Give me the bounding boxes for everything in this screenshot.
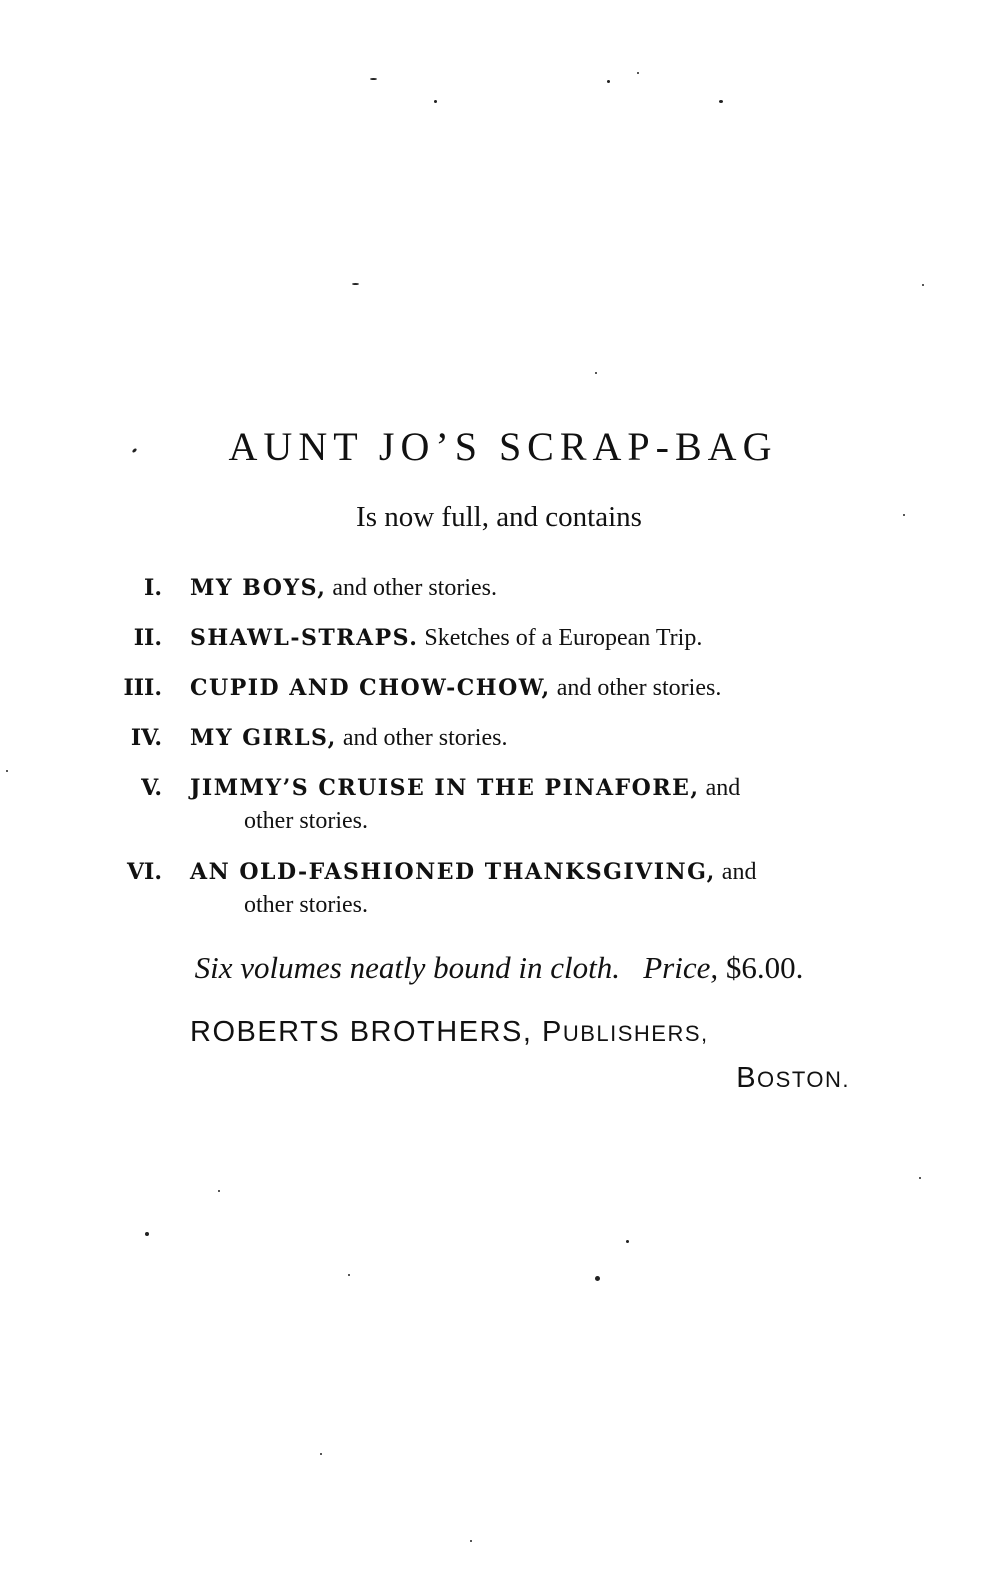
- volume-numeral: VI.: [126, 859, 162, 885]
- print-speck: [719, 100, 723, 103]
- publisher-role: PUBLISHERS,: [541, 1016, 709, 1048]
- print-speck: [348, 1274, 350, 1276]
- volume-numeral: I.: [144, 575, 162, 601]
- list-item: [0, 570, 994, 620]
- volume-description: and: [721, 859, 757, 885]
- print-speck: [919, 1177, 921, 1179]
- price-line: [0, 950, 994, 986]
- print-speck: [595, 372, 597, 374]
- publisher-line: [190, 1016, 709, 1049]
- volume-numeral: III.: [123, 675, 162, 701]
- volume-description: and other stories.: [332, 575, 497, 601]
- volume-description: Sketches of a European Trip.: [424, 625, 703, 651]
- volume-description-continued: other stories.: [244, 808, 368, 834]
- print-speck: [595, 1276, 600, 1281]
- volume-description: and other stories.: [342, 725, 508, 751]
- print-speck: [320, 1453, 322, 1455]
- volume-numeral: V.: [141, 775, 162, 801]
- volume-title: JIMMY’S CRUISE IN THE PINAFORE,: [190, 775, 700, 801]
- volume-description: and other stories.: [556, 675, 722, 701]
- list-item: [0, 720, 994, 770]
- binding-note: Six volumes neatly bound in cloth.: [194, 950, 620, 985]
- price-label: Price,: [643, 950, 719, 985]
- print-speck: [637, 72, 639, 74]
- volume-description: and: [705, 775, 741, 801]
- publisher-name: ROBERTS BROTHERS,: [190, 1016, 533, 1048]
- list-item: [0, 854, 994, 938]
- volume-numeral: IV.: [130, 725, 162, 751]
- volume-list: [0, 570, 994, 938]
- print-speck: [218, 1190, 220, 1192]
- print-speck: [370, 78, 377, 80]
- print-speck: [145, 1232, 149, 1236]
- print-speck: [626, 1240, 629, 1243]
- list-item: [0, 770, 994, 854]
- volume-title: MY BOYS,: [190, 575, 327, 601]
- print-speck: [470, 1540, 472, 1542]
- page-subtitle: Is now full, and contains: [356, 501, 642, 533]
- volume-numeral: II.: [133, 625, 162, 651]
- print-speck: [922, 284, 924, 286]
- list-item: [0, 670, 994, 720]
- volume-title: CUPID AND CHOW-CHOW,: [190, 675, 551, 701]
- price-value: $6.00.: [725, 950, 804, 985]
- volume-title: AN OLD-FASHIONED THANKSGIVING,: [190, 859, 716, 885]
- print-speck: [607, 80, 610, 83]
- volume-description-continued: other stories.: [244, 892, 368, 918]
- print-speck: [434, 100, 437, 103]
- volume-title: SHAWL-STRAPS.: [190, 625, 419, 651]
- page-title: AUNT JO’S SCRAP-BAG: [228, 424, 778, 469]
- publisher-city: BOSTON.: [736, 1062, 850, 1094]
- list-item: [0, 620, 994, 670]
- print-speck: [352, 283, 359, 285]
- volume-title: MY GIRLS,: [190, 725, 337, 751]
